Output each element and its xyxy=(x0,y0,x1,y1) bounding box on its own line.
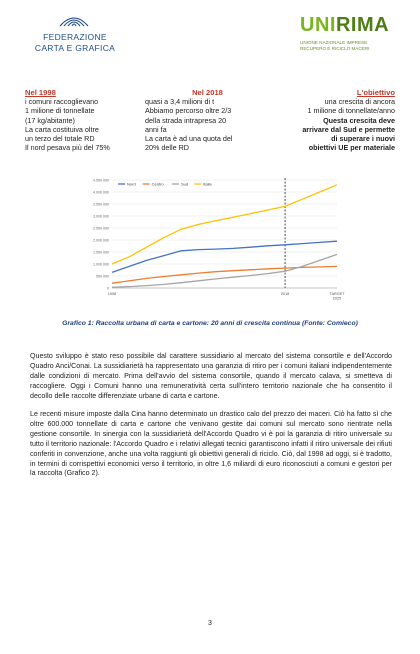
stats-goal xyxy=(275,88,395,152)
unirima-brand-dark: RIMA xyxy=(335,14,390,36)
stats-1998 xyxy=(25,88,140,152)
stats-1998-line: 1 milione di tonnellate xyxy=(25,106,95,116)
stats-2018-line: quasi a 3,4 milioni di t xyxy=(145,97,215,107)
stats-goal-line: arrivare dal Sud e permette xyxy=(302,124,395,134)
y-tick-label: 3.500.000 xyxy=(93,202,109,207)
stats-2018-line: anni fa xyxy=(145,124,167,134)
stats-goal-line: Questa crescita deve xyxy=(323,115,395,125)
logo-federazione-carta-grafica xyxy=(20,10,130,66)
chart-caption: Grafico 1: Raccolta urbana di carta e cartone: 20 anni di crescita continua (Fonte: Comieco) xyxy=(62,320,358,327)
stats-goal-line: 1 milione di tonnellate/anno xyxy=(307,106,395,116)
y-tick-label: 500.000 xyxy=(96,274,109,279)
stats-1998-line: un terzo del totale RD xyxy=(25,134,95,144)
unirima-brand-light: UNI xyxy=(300,14,336,36)
stats-goal-line: obiettivi UE per materiale xyxy=(308,143,395,153)
body-paragraph-1: Questo sviluppo è stato reso possibile dal carattere sussidiario al mercato del sistema consortile e dell'Accordo Quadro Anci/Conai. La sussidiarietà ha rappresentato una garanzia di ritiro per i comuni italiani indipendentemente dalle condizioni di mercato. Prima dell'avvio del sistema consortile, quando il mercato calava, si smetteva di raccogliere. Oggi i Comuni hanno una remuneratività certa sull'intero territorio nazionale che ha consentito il decollo delle raccolte differenziate urbane di carta e cartone. xyxy=(30,352,392,400)
y-tick-label: 3.000.000 xyxy=(93,214,109,219)
logo-unirima xyxy=(300,14,410,64)
y-tick-label: 1.000.000 xyxy=(93,262,109,267)
stats-2018-heading: Nel 2018 xyxy=(192,88,223,97)
stats-goal-line: una crescita di ancora xyxy=(324,97,395,107)
y-tick-label: 1.500.000 xyxy=(93,250,109,255)
x-tick-label: 2025 xyxy=(332,296,342,301)
y-tick-label: 0 xyxy=(107,286,109,291)
stats-goal-line: di superare i nuovi xyxy=(331,134,395,144)
page-number: 3 xyxy=(208,620,212,627)
logo-left-line2: CARTA E GRAFICA xyxy=(34,43,116,53)
x-tick-label: TARGET xyxy=(329,292,345,296)
stats-1998-line: Il nord pesava più del 75% xyxy=(25,143,110,153)
series-line-centro xyxy=(112,266,337,283)
logo-left-line1: FEDERAZIONE xyxy=(43,32,107,42)
stats-2018 xyxy=(145,88,270,152)
y-tick-label: 4.500.000 xyxy=(93,178,109,183)
stats-2018-line: della strada intrapresa 20 xyxy=(145,115,227,125)
y-tick-label: 2.000.000 xyxy=(93,238,109,243)
stats-1998-heading: Nel 1998 xyxy=(25,88,56,97)
body-paragraph-2: Le recenti misure imposte dalla Cina hanno determinato un drastico calo del prezzo dei maceri. Ciò ha fatto sì che oltre 600.000 tonnellate di carta e cartone che venivano gestite dai comuni sul mercato sono rientrate nella gestione consortile. In sinergia con la sussidiarietà dell'Accordo Quadro vi è poi la garanzia di ritiro universale su tutto il territorio nazionale: l'Accordo Quadro e i relativi allegati tecnici garantiscono infatti il ritiro universale dei rifiuti conferiti in convenzione, anche una volta raggiunti gli obiettivi generali di riciclo. Ciò, dal 1998 ad oggi, si è tradotto, in termini di corrispettivi economici verso il territorio, in oltre 1,6 miliardi di euro riconosciuti a comuni e gestori per la raccolta (Grafico 2). xyxy=(30,410,392,478)
legend-label: Nord xyxy=(127,181,136,187)
unirima-tag2: RECUPERO E RICICLO MACERI xyxy=(300,46,370,51)
y-tick-label: 4.000.000 xyxy=(93,190,109,195)
stats-2018-line: Abbiamo percorso oltre 2/3 xyxy=(145,106,232,116)
unirima-brand xyxy=(300,14,389,37)
legend-label: Centro xyxy=(151,181,164,187)
stats-1998-line: La carta costituiva oltre xyxy=(25,124,99,134)
collection-growth-chart xyxy=(80,170,345,308)
x-tick-label: 1998 xyxy=(107,292,117,296)
unirima-tag1: UNIONE NAZIONALE IMPRESE xyxy=(300,40,368,45)
x-tick-label: 2018 xyxy=(280,292,290,296)
y-tick-label: 2.500.000 xyxy=(93,226,109,231)
stats-goal-heading: L'obiettivo xyxy=(356,88,395,97)
legend-label: Sud xyxy=(181,181,189,187)
stats-1998-line: i comuni raccoglievano xyxy=(25,97,99,107)
legend-label: Italia xyxy=(203,181,212,187)
stats-1998-line: (17 kg/abitante) xyxy=(25,115,75,125)
chart-svg xyxy=(80,170,345,308)
stats-2018-line: 20% delle RD xyxy=(145,143,189,153)
stats-2018-line: La carta è ad una quota del xyxy=(145,134,233,144)
federazione-logo-icon xyxy=(58,10,90,30)
